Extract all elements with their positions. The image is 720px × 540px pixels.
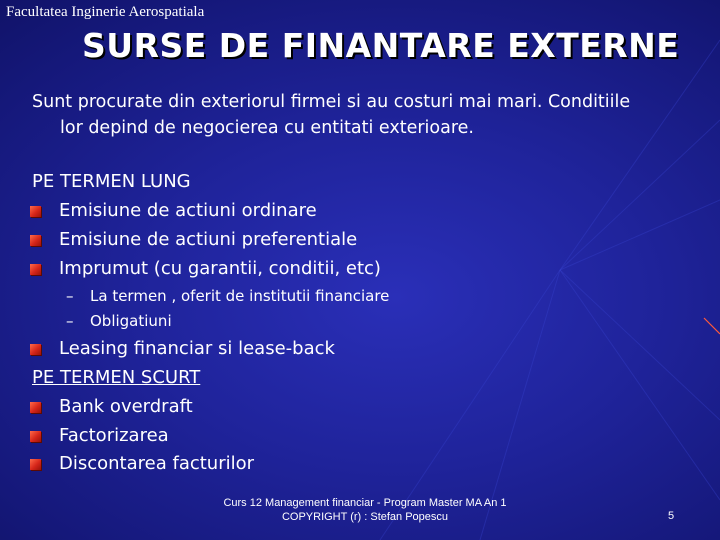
- slide-title: SURSE DE FINANTARE EXTERNE: [82, 26, 680, 65]
- bullet-text: Leasing financiar si lease-back: [59, 338, 335, 359]
- sub-bullet-item: [66, 312, 172, 330]
- red-square-bullet-icon: [30, 264, 41, 275]
- footer-copyright-line: COPYRIGHT (r) : Stefan Popescu: [281, 511, 449, 523]
- intro-line-2: lor depind de negocierea cu entitati exterioare.: [60, 118, 474, 138]
- red-square-bullet-icon: [30, 402, 41, 413]
- red-square-bullet-icon: [30, 459, 41, 470]
- red-square-bullet-icon: [30, 344, 41, 355]
- short-term-label: PE TERMEN SCURT: [32, 367, 201, 388]
- red-square-bullet-icon: [30, 206, 41, 217]
- sub-bullet-item: [66, 287, 389, 305]
- intro-paragraph: [32, 89, 692, 141]
- red-square-bullet-icon: [30, 235, 41, 246]
- bullet-text: Imprumut (cu garantii, conditii, etc): [59, 258, 381, 279]
- dash-bullet: –: [66, 287, 74, 305]
- dash-bullet: –: [66, 312, 74, 330]
- bullet-text: Emisiune de actiuni preferentiale: [59, 229, 358, 250]
- long-term-label: PE TERMEN LUNG: [32, 171, 191, 192]
- bullet-text: Emisiune de actiuni ordinare: [59, 200, 317, 221]
- bullet-text: Bank overdraft: [59, 396, 193, 417]
- sub-bullet-text: La termen , oferit de institutii financiare: [90, 287, 390, 305]
- footer-course-line: Curs 12 Management financiar - Program Master MA An 1: [223, 497, 507, 509]
- intro-line-1: Sunt procurate din exteriorul firmei si au costuri mai mari. Conditiile: [32, 92, 631, 112]
- bullet-text: Factorizarea: [59, 425, 169, 446]
- bullet-text: Discontarea facturilor: [59, 453, 255, 474]
- red-square-bullet-icon: [30, 431, 41, 442]
- sub-bullet-text: Obligatiuni: [90, 312, 172, 330]
- institution-header: Facultatea Inginerie Aerospatiala: [6, 4, 205, 20]
- slide-footer: [180, 496, 550, 524]
- page-number: 5: [668, 510, 675, 522]
